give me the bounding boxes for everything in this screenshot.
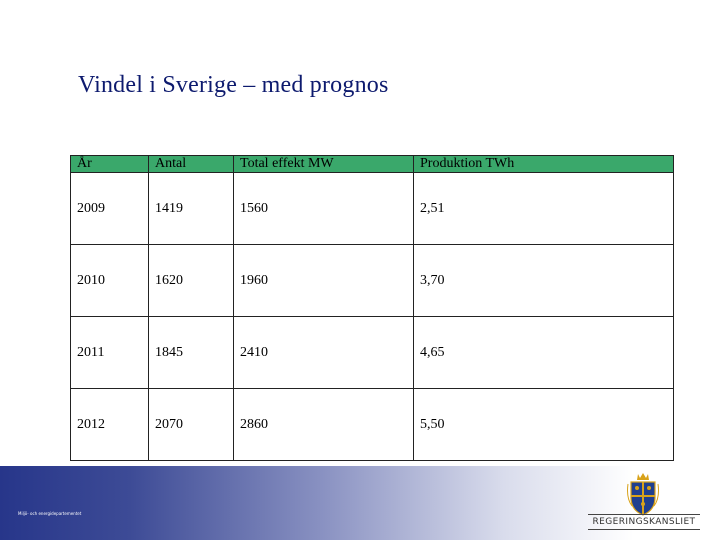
table-cell: 2860 <box>234 389 414 461</box>
table-cell: 5,50 <box>414 389 674 461</box>
slide-title: Vindel i Sverige – med prognos <box>78 72 389 98</box>
header-cell-count: Antal <box>149 156 234 173</box>
government-logo <box>588 472 700 532</box>
table-header-row <box>71 156 674 173</box>
logo-rule-top <box>588 514 700 515</box>
table-cell: 2012 <box>71 389 149 461</box>
header-cell-power: Total effekt MW <box>234 156 414 173</box>
table-cell: 2009 <box>71 173 149 245</box>
table-cell: 3,70 <box>414 245 674 317</box>
table-cell: 2,51 <box>414 173 674 245</box>
table-cell: 4,65 <box>414 317 674 389</box>
header-cell-year: År <box>71 156 149 173</box>
footer-note: Miljö- och energidepartementet <box>18 511 82 516</box>
table-cell: 1560 <box>234 173 414 245</box>
logo-wordmark: REGERINGSKANSLIET <box>592 517 696 527</box>
table-row <box>71 389 674 461</box>
table-cell: 1419 <box>149 173 234 245</box>
data-table <box>70 155 674 461</box>
table-row <box>71 245 674 317</box>
table-cell: 2410 <box>234 317 414 389</box>
swedish-coat-of-arms-icon <box>626 472 660 516</box>
table-cell: 1620 <box>149 245 234 317</box>
table-row <box>71 317 674 389</box>
table-cell: 2010 <box>71 245 149 317</box>
table-cell: 1845 <box>149 317 234 389</box>
header-cell-production: Produktion TWh <box>414 156 674 173</box>
table-cell: 1960 <box>234 245 414 317</box>
table-cell: 2011 <box>71 317 149 389</box>
table-cell: 2070 <box>149 389 234 461</box>
table-row <box>71 173 674 245</box>
logo-rule-bottom <box>588 529 700 530</box>
